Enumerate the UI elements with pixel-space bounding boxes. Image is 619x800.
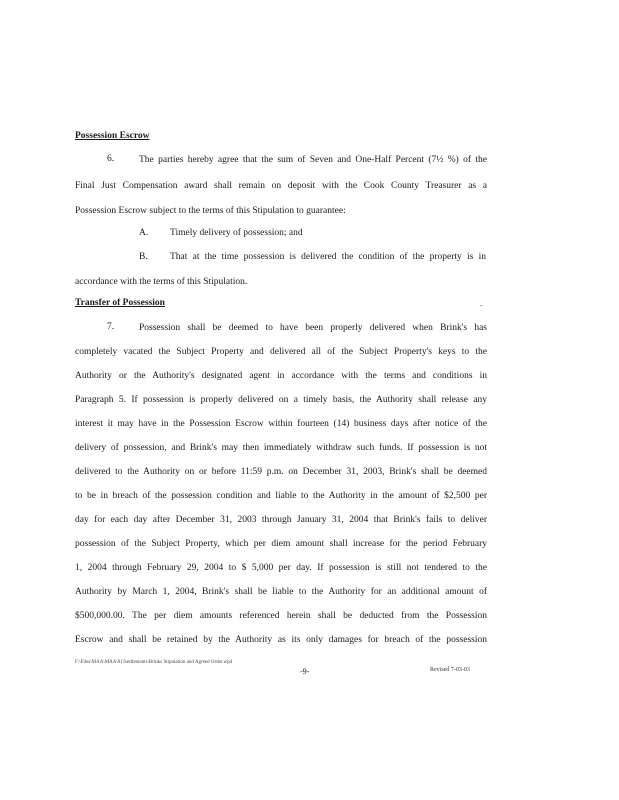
revised-date: Revised 7-03-03 xyxy=(430,667,470,673)
paragraph-7-line-2: completely vacated the Subject Property and delivered all of the Subject Property's keys to the xyxy=(75,347,487,357)
paragraph-7-line-9: day for each day after December 31, 2003 through January 31, 2004 that Brink's fails to deliver xyxy=(75,515,487,525)
paragraph-6-line-1: The parties hereby agree that the sum of Seven and One-Half Percent (7½ %) of the xyxy=(139,155,487,165)
paragraph-7-line-7: delivered to the Authority on or before 11:59 p.m. on December 31, 2003, Brink's shall be deemed xyxy=(75,467,487,477)
list-item-b-continuation: accordance with the terms of this Stipulation. xyxy=(75,277,248,287)
page-number: -9- xyxy=(300,667,310,676)
paragraph-6-line-2: Final Just Compensation award shall remain on deposit with the Cook County Treasurer as a xyxy=(75,181,487,191)
paragraph-6-line-3: Possession Escrow subject to the terms of this Stipulation to guarantee: xyxy=(75,206,346,216)
list-item-a: Timely delivery of possession; and xyxy=(170,228,303,238)
stray-mark: - xyxy=(480,301,483,310)
paragraph-7-line-12: Authority by March 1, 2004, Brink's shall be liable to the Authority for an additional amount of xyxy=(75,587,487,597)
paragraph-number-6: 6. xyxy=(107,154,115,164)
heading-possession-escrow: Possession Escrow xyxy=(75,131,150,141)
list-item-b: That at the time possession is delivered the condition of the property is in xyxy=(170,252,486,262)
paragraph-7-line-10: possession of the Subject Property, which per diem amount shall increase for the period February xyxy=(75,539,487,549)
paragraph-7-line-11: 1, 2004 through February 29, 2004 to $ 5,000 per day. If possession is still not tendered to the xyxy=(75,563,487,573)
paragraph-7-line-14: Escrow and shall be retained by the Authority as its only damages for breach of the possession xyxy=(75,635,487,645)
heading-transfer-of-possession: Transfer of Possession xyxy=(75,298,165,308)
paragraph-7-line-13: $500,000.00. The per diem amounts referenced herein shall be deducted from the Possession xyxy=(75,611,487,621)
paragraph-7-line-1: Possession shall be deemed to have been properly delivered when Brink's has xyxy=(139,323,487,333)
paragraph-7-line-6: delivery of possession, and Brink's may then immediately withdraw such funds. If possession is not xyxy=(75,443,487,453)
paragraph-7-line-4: Paragraph 5. If possession is properly delivered on a timely basis, the Authority shall release any xyxy=(75,395,487,405)
paragraph-7-line-3: Authority or the Authority's designated agent in accordance with the terms and conditions in xyxy=(75,371,487,381)
list-marker-b: B. xyxy=(139,252,148,262)
paragraph-7-line-5: interest it may have in the Possession Escrow within fourteen (14) business days after notice of the xyxy=(75,419,487,429)
footer-file-path: F:\Files\MAA\MAA\01\Settlements\Brinks Stipulation and Agreed Order.wpd xyxy=(75,660,233,665)
paragraph-number-7: 7. xyxy=(107,322,115,332)
list-marker-a: A. xyxy=(139,228,149,238)
paragraph-7-line-8: to be in breach of the possession condition and liable to the Authority in the amount of $2,500 per xyxy=(75,491,487,501)
